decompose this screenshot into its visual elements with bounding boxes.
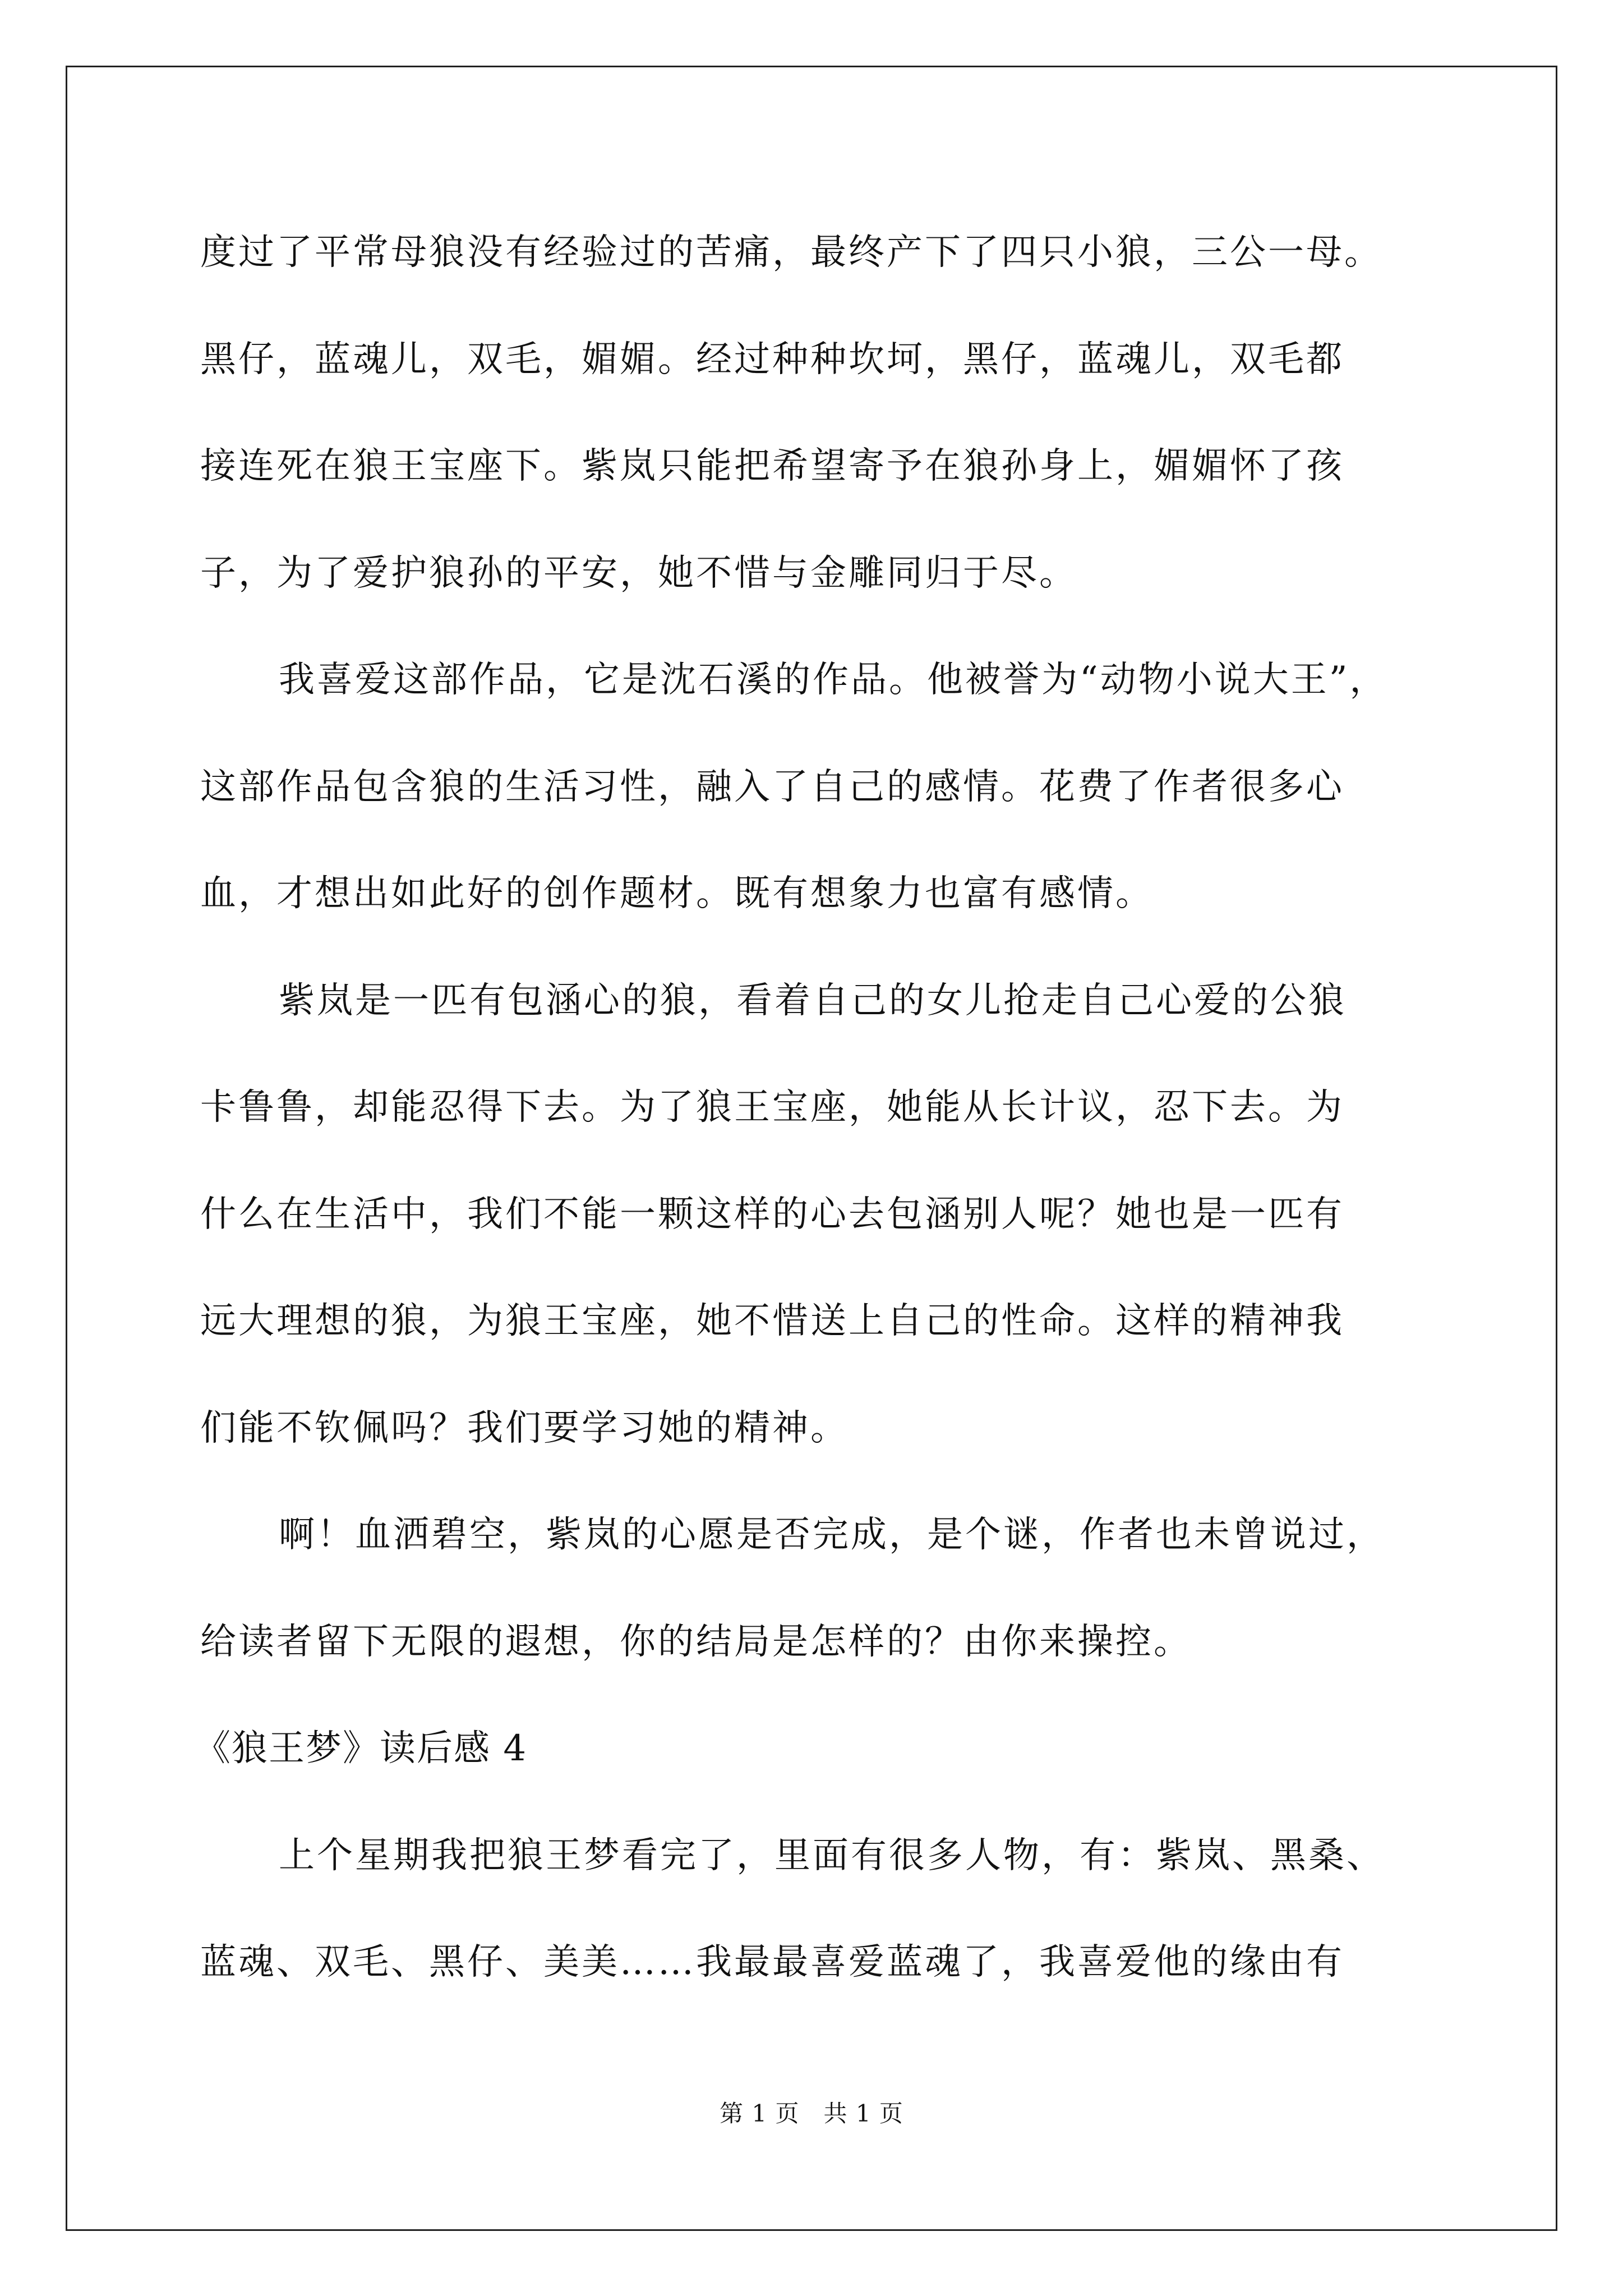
text-line: 们能不钦佩吗？我们要学习她的精神。 [200,1407,849,1449]
text-line: 蓝魂、双毛、黑仔、美美……我最最喜爱蓝魂了，我喜爱他的缘由有 [200,1941,1344,1983]
text-line: 远大理想的狼，为狼王宝座，她不惜送上自己的性命。这样的精神我 [200,1300,1344,1342]
paragraph-start-line: 紫岚是一匹有包涵心的狼，看着自己的女儿抢走自己心爱的公狼 [279,979,1347,1022]
text-line: 接连死在狼王宝座下。紫岚只能把希望寄予在狼孙身上，媚媚怀了孩 [200,445,1344,487]
paragraph-start-line: 上个星期我把狼王梦看完了，里面有很多人物，有：紫岚、黑桑、 [279,1834,1385,1876]
text-line: 子，为了爱护狼孙的平安，她不惜与金雕同归于尽。 [200,552,1077,594]
section-heading: 《狼王梦》读后感 4 [195,1728,528,1769]
text-line: 什么在生活中，我们不能一颗这样的心去包涵别人呢？她也是一匹有 [200,1193,1344,1235]
text-line: 度过了平常母狼没有经验过的苦痛，最终产下了四只小狼，三公一母。 [200,232,1382,273]
text-line: 给读者留下无限的遐想，你的结局是怎样的？由你来操控。 [200,1621,1192,1663]
text-line: 黑仔，蓝魂儿，双毛，媚媚。经过种种坎坷，黑仔，蓝魂儿，双毛都 [200,338,1344,380]
document-body [195,199,1434,2016]
paragraph-start-line: 我喜爱这部作品，它是沈石溪的作品。他被誉为“动物小说大王”， [279,659,1388,701]
text-line: 血，才想出如此好的创作题材。既有想象力也富有感情。 [200,873,1154,914]
text-line: 这部作品包含狼的生活习性，融入了自己的感情。花费了作者很多心 [200,766,1344,808]
text-line: 卡鲁鲁，却能忍得下去。为了狼王宝座，她能从长计议，忍下去。为 [200,1087,1344,1128]
paragraph-start-line: 啊！血洒碧空，紫岚的心愿是否完成，是个谜，作者也未曾说过， [279,1514,1385,1556]
page-number-footer: 第 1 页 共 1 页 [720,2100,903,2127]
